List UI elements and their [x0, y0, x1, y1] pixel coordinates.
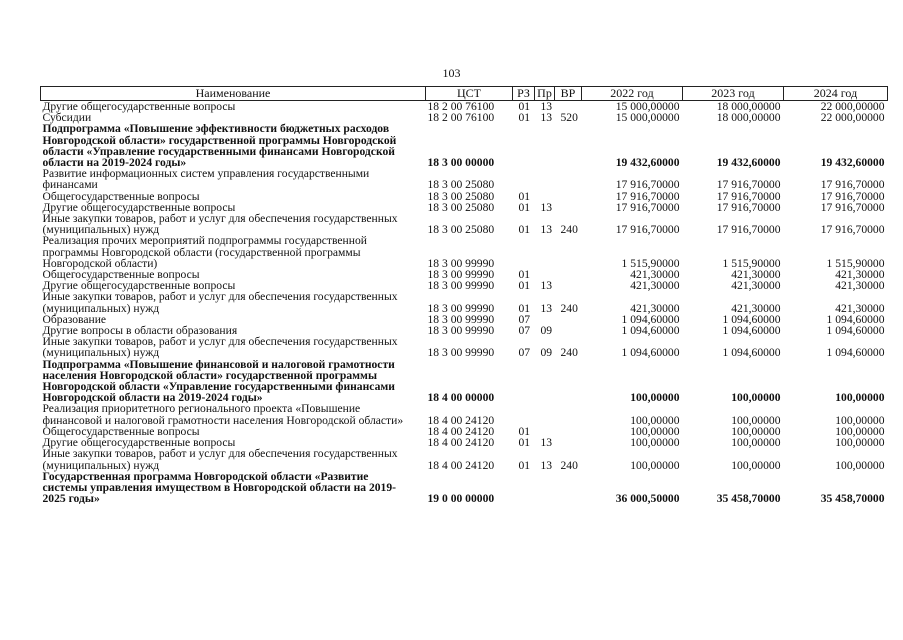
- row-cst: 18 2 00 76100: [427, 111, 495, 125]
- row-cst: 18 3 00 25080: [427, 178, 495, 192]
- row-pr: 09: [540, 324, 553, 338]
- row-pr: 09: [540, 346, 553, 360]
- table-row: [41, 359, 888, 404]
- row-name: Общегосударственные вопросы: [42, 424, 200, 438]
- row-name: Другие общегосударственные вопросы: [42, 100, 236, 113]
- row-amount-2024: 421,30000: [835, 268, 885, 282]
- row-amount-2023: 100,00000: [731, 424, 781, 438]
- row-pr: 13: [540, 458, 553, 472]
- row-cst: 18 3 00 00000: [427, 156, 495, 170]
- row-amount-2024: 421,30000: [835, 279, 885, 293]
- row-amount-2023: 17 916,70000: [716, 189, 781, 203]
- row-amount-2024: 35 458,70000: [820, 492, 885, 506]
- row-amount-2023: 100,00000: [731, 458, 781, 472]
- row-cst: 18 4 00 00000: [427, 391, 495, 405]
- row-amount-2022: 100,00000: [630, 424, 680, 438]
- row-cst: 18 4 00 24120: [427, 458, 495, 472]
- row-vr: [555, 403, 582, 425]
- row-vr: 240: [560, 301, 578, 315]
- row-pr: [535, 471, 555, 505]
- row-rz: 01: [518, 223, 531, 237]
- table-header: [41, 87, 888, 101]
- row-vr: 520: [560, 111, 578, 125]
- row-amount-2022: 421,30000: [630, 301, 680, 315]
- row-vr: [555, 359, 582, 404]
- row-amount-2024: 17 916,70000: [820, 223, 885, 237]
- row-amount-2022: 421,30000: [630, 279, 680, 293]
- row-cst: 18 3 00 99990: [427, 268, 495, 282]
- row-rz: 07: [518, 312, 531, 326]
- row-rz: 01: [518, 200, 531, 214]
- row-pr: [535, 359, 555, 404]
- row-amount-2024: 1 094,60000: [826, 346, 885, 360]
- row-amount-2023: 17 916,70000: [716, 200, 781, 214]
- row-amount-2023: 421,30000: [731, 279, 781, 293]
- row-amount-2024: 421,30000: [835, 301, 885, 315]
- row-amount-2024: 17 916,70000: [820, 189, 885, 203]
- row-amount-2023: 100,00000: [731, 436, 781, 450]
- row-amount-2023: 35 458,70000: [716, 492, 781, 506]
- row-cst: 18 3 00 99990: [427, 301, 495, 315]
- row-amount-2022: 1 094,60000: [621, 346, 680, 360]
- row-amount-2024: 17 916,70000: [820, 200, 885, 214]
- row-rz: [513, 235, 535, 269]
- row-pr: 13: [540, 436, 553, 450]
- row-cst: 18 4 00 24120: [427, 436, 495, 450]
- row-amount-2024: 22 000,00000: [820, 100, 885, 113]
- row-amount-2024: 1 515,90000: [826, 256, 885, 270]
- table-row: [41, 403, 888, 425]
- row-pr: 13: [540, 301, 553, 315]
- row-amount-2022: 17 916,70000: [615, 200, 680, 214]
- row-amount-2024: 100,00000: [835, 436, 885, 450]
- row-amount-2022: 17 916,70000: [615, 223, 680, 237]
- row-vr: [555, 191, 582, 202]
- header-rz: РЗ: [513, 87, 535, 101]
- page-number: 103: [442, 66, 461, 80]
- row-amount-2022: 100,00000: [630, 391, 680, 405]
- table-row: [41, 291, 888, 313]
- row-name: Подпрограмма «Повышение эффективности бюджетных расходов Новгородской области» государственной программы Новгородской области «Управление государственными финансами Новгородской области на 2019-2024 годы»: [42, 122, 397, 170]
- row-vr: [555, 471, 582, 505]
- row-rz: 01: [518, 436, 531, 450]
- row-vr: [555, 235, 582, 269]
- row-vr: [555, 168, 582, 190]
- row-name: Подпрограмма «Повышение финансовой и налоговой грамотности населения Новгородской области» государственной программы Новгородской области «Управление государственными финансами Новгородской области на 2019-2024 годы»: [42, 357, 395, 405]
- row-name: Развитие информационных систем управления государственными финансами: [42, 167, 370, 192]
- row-name: Другие общегосударственные вопросы: [42, 279, 236, 293]
- row-amount-2024: 100,00000: [835, 458, 885, 472]
- row-amount-2024: 100,00000: [835, 413, 885, 427]
- row-amount-2024: 1 094,60000: [826, 312, 885, 326]
- row-rz: 01: [518, 111, 531, 125]
- row-pr: 13: [540, 200, 553, 214]
- row-amount-2022: 17 916,70000: [615, 178, 680, 192]
- table-body: [41, 101, 888, 505]
- row-cst: 18 3 00 25080: [427, 223, 495, 237]
- row-amount-2022: 17 916,70000: [615, 189, 680, 203]
- row-amount-2024: 100,00000: [835, 424, 885, 438]
- row-amount-2023: 100,00000: [731, 391, 781, 405]
- row-pr: [535, 123, 555, 168]
- row-vr: [555, 325, 582, 336]
- row-rz: 01: [518, 424, 531, 438]
- row-name: Другие вопросы в области образования: [42, 324, 238, 338]
- header-pr: Пр: [535, 87, 555, 101]
- row-vr: [555, 314, 582, 325]
- row-cst: 18 3 00 99990: [427, 279, 495, 293]
- row-amount-2023: 18 000,00000: [716, 111, 781, 125]
- row-vr: 240: [560, 223, 578, 237]
- header-cst: ЦСТ: [426, 87, 513, 101]
- row-amount-2022: 1 094,60000: [621, 312, 680, 326]
- row-amount-2022: 100,00000: [630, 436, 680, 450]
- row-vr: 240: [560, 458, 578, 472]
- row-pr: [535, 168, 555, 190]
- row-name: Иные закупки товаров, работ и услуг для обеспечения государственных (муниципальных) нужд: [42, 290, 398, 315]
- row-amount-2023: 19 432,60000: [716, 156, 781, 170]
- row-amount-2023: 421,30000: [731, 268, 781, 282]
- row-name: Государственная программа Новгородской области «Развитие системы управления имуществом в Новгородской области на 2019-2025 годы»: [42, 469, 397, 506]
- header-vr: ВР: [555, 87, 582, 101]
- row-amount-2023: 1 515,90000: [722, 256, 781, 270]
- row-name: Субсидии: [42, 111, 92, 125]
- row-amount-2022: 36 000,50000: [615, 492, 680, 506]
- row-cst: 18 3 00 99990: [427, 346, 495, 360]
- row-amount-2023: 1 094,60000: [722, 312, 781, 326]
- row-amount-2024: 100,00000: [835, 391, 885, 405]
- row-name: Общегосударственные вопросы: [42, 189, 200, 203]
- row-amount-2023: 1 094,60000: [722, 324, 781, 338]
- row-cst: 18 3 00 99990: [427, 256, 495, 270]
- row-rz: [513, 168, 535, 190]
- row-rz: 01: [518, 100, 531, 113]
- row-cst: 18 3 00 99990: [427, 312, 495, 326]
- row-rz: [513, 123, 535, 168]
- row-cst: 18 4 00 24120: [427, 424, 495, 438]
- row-amount-2024: 17 916,70000: [820, 178, 885, 192]
- row-amount-2022: 15 000,00000: [615, 111, 680, 125]
- row-amount-2023: 421,30000: [731, 301, 781, 315]
- row-amount-2022: 100,00000: [630, 458, 680, 472]
- row-pr: 13: [540, 223, 553, 237]
- row-name: Иные закупки товаров, работ и услуг для обеспечения государственных (муниципальных) нужд: [42, 335, 398, 360]
- row-rz: [513, 471, 535, 505]
- row-vr: [555, 123, 582, 168]
- row-name: Другие общегосударственные вопросы: [42, 436, 236, 450]
- row-amount-2022: 1 094,60000: [621, 324, 680, 338]
- row-amount-2023: 18 000,00000: [716, 100, 781, 113]
- row-rz: 01: [518, 268, 531, 282]
- row-pr: [535, 235, 555, 269]
- row-amount-2022: 15 000,00000: [615, 100, 680, 113]
- row-vr: [555, 426, 582, 437]
- table-row: [41, 448, 888, 470]
- row-rz: 01: [518, 279, 531, 293]
- table-row: [41, 235, 888, 269]
- row-cst: 18 3 00 25080: [427, 189, 495, 203]
- budget-table: [40, 86, 888, 504]
- row-rz: 01: [518, 301, 531, 315]
- row-amount-2022: 1 515,90000: [621, 256, 680, 270]
- row-pr: [535, 403, 555, 425]
- row-amount-2023: 100,00000: [731, 413, 781, 427]
- row-rz: 07: [518, 324, 531, 338]
- row-name: Иные закупки товаров, работ и услуг для обеспечения государственных (муниципальных) нужд: [42, 212, 398, 237]
- header-2024: 2024 год: [784, 87, 888, 101]
- row-rz: [513, 359, 535, 404]
- header-2023: 2023 год: [683, 87, 784, 101]
- row-vr: [555, 437, 582, 448]
- row-name: Образование: [42, 312, 107, 326]
- row-rz: 07: [518, 346, 531, 360]
- row-vr: [555, 202, 582, 213]
- row-amount-2023: 17 916,70000: [716, 223, 781, 237]
- row-cst: 19 0 00 00000: [427, 492, 495, 506]
- row-vr: 240: [560, 346, 578, 360]
- row-amount-2022: 19 432,60000: [615, 156, 680, 170]
- header-name: Наименование: [41, 87, 426, 101]
- row-name: Иные закупки товаров, работ и услуг для обеспечения государственных (муниципальных) нужд: [42, 447, 398, 472]
- row-rz: 01: [518, 189, 531, 203]
- row-amount-2024: 22 000,00000: [820, 111, 885, 125]
- row-rz: 01: [518, 458, 531, 472]
- row-cst: 18 4 00 24120: [427, 413, 495, 427]
- row-amount-2022: 421,30000: [630, 268, 680, 282]
- table-row: [41, 336, 888, 358]
- table-row: [41, 123, 888, 168]
- row-pr: 13: [540, 111, 553, 125]
- row-name: Реализация прочих мероприятий подпрограммы государственной программы Новгородской области (государственной программы Новгородской области): [42, 234, 367, 270]
- header-2022: 2022 год: [582, 87, 683, 101]
- row-vr: [555, 269, 582, 280]
- row-pr: 13: [540, 279, 553, 293]
- row-amount-2023: 1 094,60000: [722, 346, 781, 360]
- row-cst: 18 3 00 25080: [427, 200, 495, 214]
- row-name: Реализация приоритетного регионального проекта «Повышение финансовой и налоговой грамотности населения Новгородской области»: [42, 402, 404, 427]
- row-amount-2024: 19 432,60000: [820, 156, 885, 170]
- row-pr: 13: [540, 100, 553, 113]
- row-name: Общегосударственные вопросы: [42, 268, 200, 282]
- row-amount-2022: 100,00000: [630, 413, 680, 427]
- row-amount-2024: 1 094,60000: [826, 324, 885, 338]
- row-cst: 18 2 00 76100: [427, 100, 495, 113]
- row-name: Другие общегосударственные вопросы: [42, 200, 236, 214]
- table-row: [41, 168, 888, 190]
- table-row: [41, 471, 888, 505]
- table-row: [41, 213, 888, 235]
- row-amount-2023: 17 916,70000: [716, 178, 781, 192]
- row-rz: [513, 403, 535, 425]
- row-cst: 18 3 00 99990: [427, 324, 495, 338]
- row-vr: [555, 280, 582, 291]
